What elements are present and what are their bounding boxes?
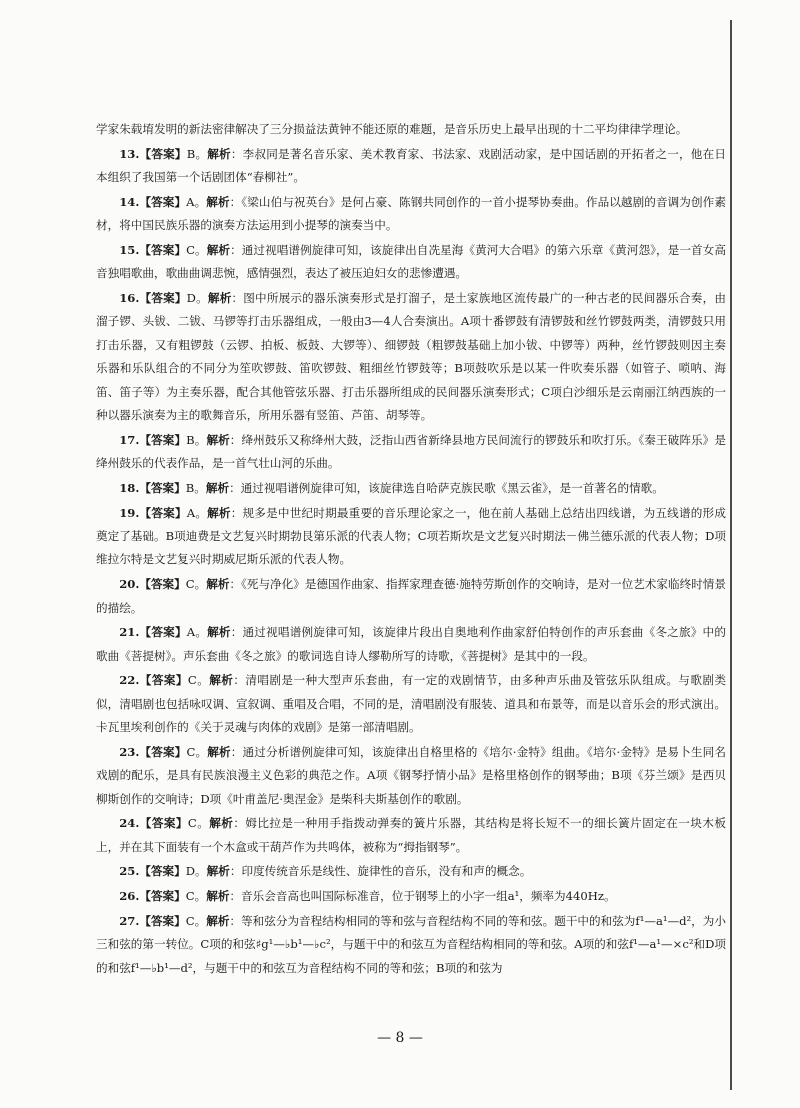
analysis-label: 解析	[209, 673, 234, 688]
analysis-text: 《梁山伯与祝英台》是何占豪、陈钢共同创作的一首小提琴协奏曲。作品以越剧的音调为创作素材，将中国民族乐器的演奏方法运用到小提琴的演奏当中。	[96, 194, 726, 233]
analysis-text: 通过分析谱例旋律可知，该旋律出自格里格的《培尔·金特》组曲。《培尔·金特》是易卜生同名戏剧的配乐，是具有民族浪漫主义色彩的典范之作。A项《钢琴抒情小品》是格里格创作的钢琴曲；B项《芬兰颂》是西贝柳斯创作的交响诗；D项《叶甫盖尼·奥涅金》是柴科夫斯基创作的歌剧。	[96, 744, 726, 806]
answer-item: 27.【答案】C。解析：等和弦分为音程结构相同的等和弦与音程结构不同的等和弦。题干中的和弦为f¹—a¹—d²，为小三和弦的第一转位。C项的和弦♯g¹—♭b¹—♭c²，与题干中的和弦互为音程结构相同的等和弦。A项的和弦f¹—a¹—×c²和D项的和弦f¹—♭b¹—d²，与题干中的和弦互为音程结构不同的等和弦；B项的和弦为	[96, 913, 726, 975]
answer-item: 24.【答案】C。解析：姆比拉是一种用手指拨动弹奏的簧片乐器，其结构是将长短不一的细长簧片固定在一块木板上，并在其下面装有一个木盒或干葫芦作为共鸣体，被称为“拇指钢琴”。	[96, 816, 726, 854]
answer-list	[96, 143, 726, 980]
analysis-label: 解析	[207, 146, 231, 161]
question-number: 26.	[119, 889, 140, 904]
answer-item: 19.【答案】A。解析：规多是中世纪时期最重要的音乐理论家之一，他在前人基础上总结出四线谱，为五线谱的形成奠定了基础。B项迪费是文艺复兴时期勃艮第乐派的代表人物；C项若斯坎是文艺复兴时期法－佛兰德乐派的代表人物；D项维拉尔特是文艺复兴时期威尼斯乐派的代表人物。	[96, 505, 726, 567]
answer-choice: B	[186, 432, 195, 447]
analysis-label: 解析	[205, 480, 230, 495]
analysis-text: 通过视唱谱例旋律可知，该旋律出自冼星海《黄河大合唱》的第六乐章《黄河怨》，是一首女高音独唱歌曲，歌曲曲调悲惋，感情强烈，表达了被压迫妇女的悲惨遭遇。	[96, 242, 726, 281]
answer-item: 21.【答案】A。解析：通过视唱谱例旋律可知，该旋律片段出自奥地利作曲家舒伯特创作的声乐套曲《冬之旅》中的歌曲《菩提树》。声乐套曲《冬之旅》的歌词选自诗人缪勒所写的诗歌，《菩提树》是其中的一段。	[96, 625, 726, 663]
question-number: 18.	[119, 480, 140, 495]
answer-label: 【答案】	[139, 146, 187, 161]
answer-choice: C	[187, 673, 197, 688]
answer-label: 【答案】	[139, 291, 187, 306]
answer-item: 18.【答案】B。解析：通过视唱谱例旋律可知，该旋律选自哈萨克族民歌《黑云雀》，是一首著名的情歌。	[119, 480, 664, 495]
answer-label: 【答案】	[139, 864, 186, 879]
answer-choice: C	[185, 913, 195, 928]
analysis-label: 解析	[206, 194, 230, 209]
question-number: 22.	[119, 673, 140, 688]
question-number: 25.	[119, 864, 140, 879]
analysis-label: 解析	[206, 577, 230, 592]
analysis-label: 解析	[206, 889, 230, 904]
answer-item: 26.【答案】C。解析：音乐会音高也叫国际标准音，位于钢琴上的小字一组a¹，频率为440Hz。	[119, 889, 616, 904]
analysis-label: 解析	[206, 432, 230, 447]
answer-choice: A	[186, 625, 196, 640]
analysis-text: 音乐会音高也叫国际标准音，位于钢琴上的小字一组a¹，频率为440Hz。	[241, 889, 616, 904]
answer-choice: C	[186, 242, 195, 257]
answer-label: 【答案】	[139, 816, 188, 831]
answer-choice: C	[185, 577, 195, 592]
analysis-label: 解析	[207, 744, 231, 759]
answer-choice: B	[185, 480, 195, 495]
analysis-label: 解析	[206, 913, 230, 928]
answer-label: 【答案】	[139, 577, 186, 592]
answer-label: 【答案】	[139, 913, 186, 928]
analysis-text: 李叔同是著名音乐家、美术教育家、书法家、戏剧活动家，是中国话剧的开拓者之一，他在日本组织了我国第一个话剧团体“春柳社”。	[96, 146, 726, 185]
answer-item: 25.【答案】D。解析：印度传统音乐是线性、旋律性的音乐，没有和声的概念。	[119, 864, 532, 879]
question-number: 20.	[119, 577, 140, 592]
answer-item: 17.【答案】B。解析：绛州鼓乐又称绛州大鼓，泛指山西省新绛县地方民间流行的锣鼓乐和吹打乐。《秦王破阵乐》是绛州鼓乐的代表作品，是一首气壮山河的乐曲。	[96, 432, 726, 471]
analysis-text: 通过视唱谱例旋律可知，该旋律片段出自奥地利作曲家舒伯特创作的声乐套曲《冬之旅》中的歌曲《菩提树》。声乐套曲《冬之旅》的歌词选自诗人缪勒所写的诗歌，《菩提树》是其中的一段。	[96, 625, 726, 663]
analysis-label: 解析	[209, 816, 234, 831]
answer-item: 14.【答案】A。解析：《梁山伯与祝英台》是何占豪、陈钢共同创作的一首小提琴协奏曲。作品以越剧的音调为创作素材，将中国民族乐器的演奏方法运用到小提琴的演奏当中。	[96, 194, 726, 233]
analysis-label: 解析	[206, 864, 230, 879]
answer-item: 22.【答案】C。解析：清唱剧是一种大型声乐套曲，有一定的戏剧情节，由多种声乐曲及管弦乐队组成。与歌剧类似，清唱剧也包括咏叹调、宣叙调、重唱及合唱，不同的是，清唱剧没有服装、道具和布景等，而是以音乐会的形式演出。卡瓦里埃利创作的《关于灵魂与肉体的戏剧》是第一部清唱剧。	[96, 673, 726, 735]
answer-choice: B	[186, 146, 196, 161]
answer-choice: A	[186, 505, 196, 520]
answer-choice: C	[185, 889, 195, 904]
page-number: — 8 —	[377, 1030, 423, 1046]
question-number: 13.	[119, 146, 140, 161]
answer-label: 【答案】	[139, 505, 187, 520]
analysis-label: 解析	[207, 625, 231, 640]
question-number: 19.	[119, 505, 140, 520]
answer-choice: C	[187, 816, 197, 831]
analysis-text: 等和弦分为音程结构相同的等和弦与音程结构不同的等和弦。题干中的和弦为f¹—a¹—d²，为小三和弦的第一转位。C项的和弦♯g¹—♭b¹—♭c²，与题干中的和弦互为音程结构相同的等和弦。A项的和弦f¹—a¹—×c²和D项的和弦f¹—♭b¹—d²，与题干中的和弦互为音程结构不同的等和弦；B项的和弦为	[96, 913, 726, 975]
answer-label: 【答案】	[139, 480, 186, 495]
analysis-text: 图中所展示的器乐演奏形式是打溜子，是土家族地区流传最广的一种古老的民间器乐合奏，由溜子锣、头钹、二钹、马锣等打击乐器组成，一般由3—4人合奏演出。A项十番锣鼓有清锣鼓和丝竹锣鼓两类，清锣鼓只用打击乐器，又有粗锣鼓（云锣、拍板、板鼓、大锣等）、细锣鼓（粗锣鼓基础上加小钹、中锣等）两种，丝竹锣鼓则因主奏乐器和乐队组合的不同分为笙吹锣鼓、笛吹锣鼓、粗细丝竹锣鼓等；B项鼓吹乐是以某一件吹奏乐器（如管子、唢呐、海笛、笛子等）为主奏乐器，配合其他管弦乐器、打击乐器所组成的民间器乐演奏形式；C项白沙细乐是云南丽江纳西族的一种以器乐演奏为主的歌舞音乐，所用乐器有竖笛、芦笛、胡琴等。	[96, 291, 726, 423]
answer-label: 【答案】	[139, 432, 187, 447]
answer-item: 15.【答案】C。解析：通过视唱谱例旋律可知，该旋律出自冼星海《黄河大合唱》的第六乐章《黄河怨》，是一首女高音独唱歌曲，歌曲曲调悲惋，感情强烈，表达了被压迫妇女的悲惨遭遇。	[96, 242, 726, 281]
answer-item: 20.【答案】C。解析：《死与净化》是德国作曲家、指挥家理查德·施特劳斯创作的交响诗，是对一位艺术家临终时情景的描绘。	[96, 577, 726, 615]
answer-choice: D	[186, 291, 196, 306]
question-number: 21.	[119, 625, 140, 640]
analysis-label: 解析	[207, 291, 232, 306]
question-number: 24.	[119, 816, 140, 831]
answer-item: 13.【答案】B。解析：李叔同是著名音乐家、美术教育家、书法家、戏剧活动家，是中国话剧的开拓者之一，他在日本组织了我国第一个话剧团体“春柳社”。	[96, 146, 726, 185]
question-number: 14.	[119, 194, 140, 209]
answer-label: 【答案】	[139, 242, 187, 257]
analysis-text: 规多是中世纪时期最重要的音乐理论家之一，他在前人基础上总结出四线谱，为五线谱的形成奠定了基础。B项迪费是文艺复兴时期勃艮第乐派的代表人物；C项若斯坎是文艺复兴时期法－佛兰德乐派的代表人物；D项维拉尔特是文艺复兴时期威尼斯乐派的代表人物。	[96, 505, 726, 567]
answer-choice: D	[185, 864, 196, 879]
analysis-text: 通过视唱谱例旋律可知，该旋律选自哈萨克族民歌《黑云雀》，是一首著名的情歌。	[240, 480, 664, 495]
analysis-text: 绛州鼓乐又称绛州大鼓，泛指山西省新绛县地方民间流行的锣鼓乐和吹打乐。《秦王破阵乐》是绛州鼓乐的代表作品，是一首气壮山河的乐曲。	[96, 432, 726, 471]
analysis-text: 印度传统音乐是线性、旋律性的音乐，没有和声的概念。	[241, 864, 532, 879]
opening-paragraph: 学家朱载堉发明的新法密律解决了三分损益法黄钟不能还原的难题，是音乐历史上最早出现的十二平均律律学理论。	[96, 122, 688, 136]
answer-label: 【答案】	[139, 673, 188, 688]
question-number: 15.	[119, 242, 140, 257]
question-number: 27.	[119, 913, 140, 928]
answer-item: 23.【答案】C。解析：通过分析谱例旋律可知，该旋律出自格里格的《培尔·金特》组曲。《培尔·金特》是易卜生同名戏剧的配乐，是具有民族浪漫主义色彩的典范之作。A项《钢琴抒情小品》是格里格创作的钢琴曲；B项《芬兰颂》是西贝柳斯创作的交响诗；D项《叶甫盖尼·奥涅金》是柴科夫斯基创作的歌剧。	[96, 744, 726, 806]
question-number: 16.	[119, 291, 140, 306]
scan-edge-line	[730, 20, 732, 1090]
answer-label: 【答案】	[139, 889, 186, 904]
analysis-text: 《死与净化》是德国作曲家、指挥家理查德·施特劳斯创作的交响诗，是对一位艺术家临终时情景的描绘。	[96, 577, 726, 615]
analysis-text: 姆比拉是一种用手指拨动弹奏的簧片乐器，其结构是将长短不一的细长簧片固定在一块木板上，并在其下面装有一个木盒或干葫芦作为共鸣体，被称为“拇指钢琴”。	[96, 816, 726, 854]
answer-choice: C	[186, 744, 196, 759]
answer-label: 【答案】	[139, 625, 187, 640]
question-number: 23.	[119, 744, 140, 759]
question-number: 17.	[119, 432, 140, 447]
analysis-label: 解析	[206, 242, 231, 257]
analysis-label: 解析	[207, 505, 231, 520]
document-page	[96, 118, 726, 981]
answer-item: 16.【答案】D。解析：图中所展示的器乐演奏形式是打溜子，是土家族地区流传最广的一种古老的民间器乐合奏，由溜子锣、头钹、二钹、马锣等打击乐器组成，一般由3—4人合奏演出。A项十番锣鼓有清锣鼓和丝竹锣鼓两类，清锣鼓只用打击乐器，又有粗锣鼓（云锣、拍板、板鼓、大锣等）、细锣鼓（粗锣鼓基础上加小钹、中锣等）两种，丝竹锣鼓则因主奏乐器和乐队组合的不同分为笙吹锣鼓、笛吹锣鼓、粗细丝竹锣鼓等；B项鼓吹乐是以某一件吹奏乐器（如管子、唢呐、海笛、笛子等）为主奏乐器，配合其他管弦乐器、打击乐器所组成的民间器乐演奏形式；C项白沙细乐是云南丽江纳西族的一种以器乐演奏为主的歌舞音乐，所用乐器有竖笛、芦笛、胡琴等。	[96, 291, 726, 423]
answer-label: 【答案】	[139, 194, 187, 209]
answer-label: 【答案】	[139, 744, 187, 759]
answer-choice: A	[186, 194, 195, 209]
analysis-text: 清唱剧是一种大型声乐套曲，有一定的戏剧情节，由多种声乐曲及管弦乐队组成。与歌剧类似，清唱剧也包括咏叹调、宣叙调、重唱及合唱，不同的是，清唱剧没有服装、道具和布景等，而是以音乐会的形式演出。卡瓦里埃利创作的《关于灵魂与肉体的戏剧》是第一部清唱剧。	[96, 673, 726, 735]
